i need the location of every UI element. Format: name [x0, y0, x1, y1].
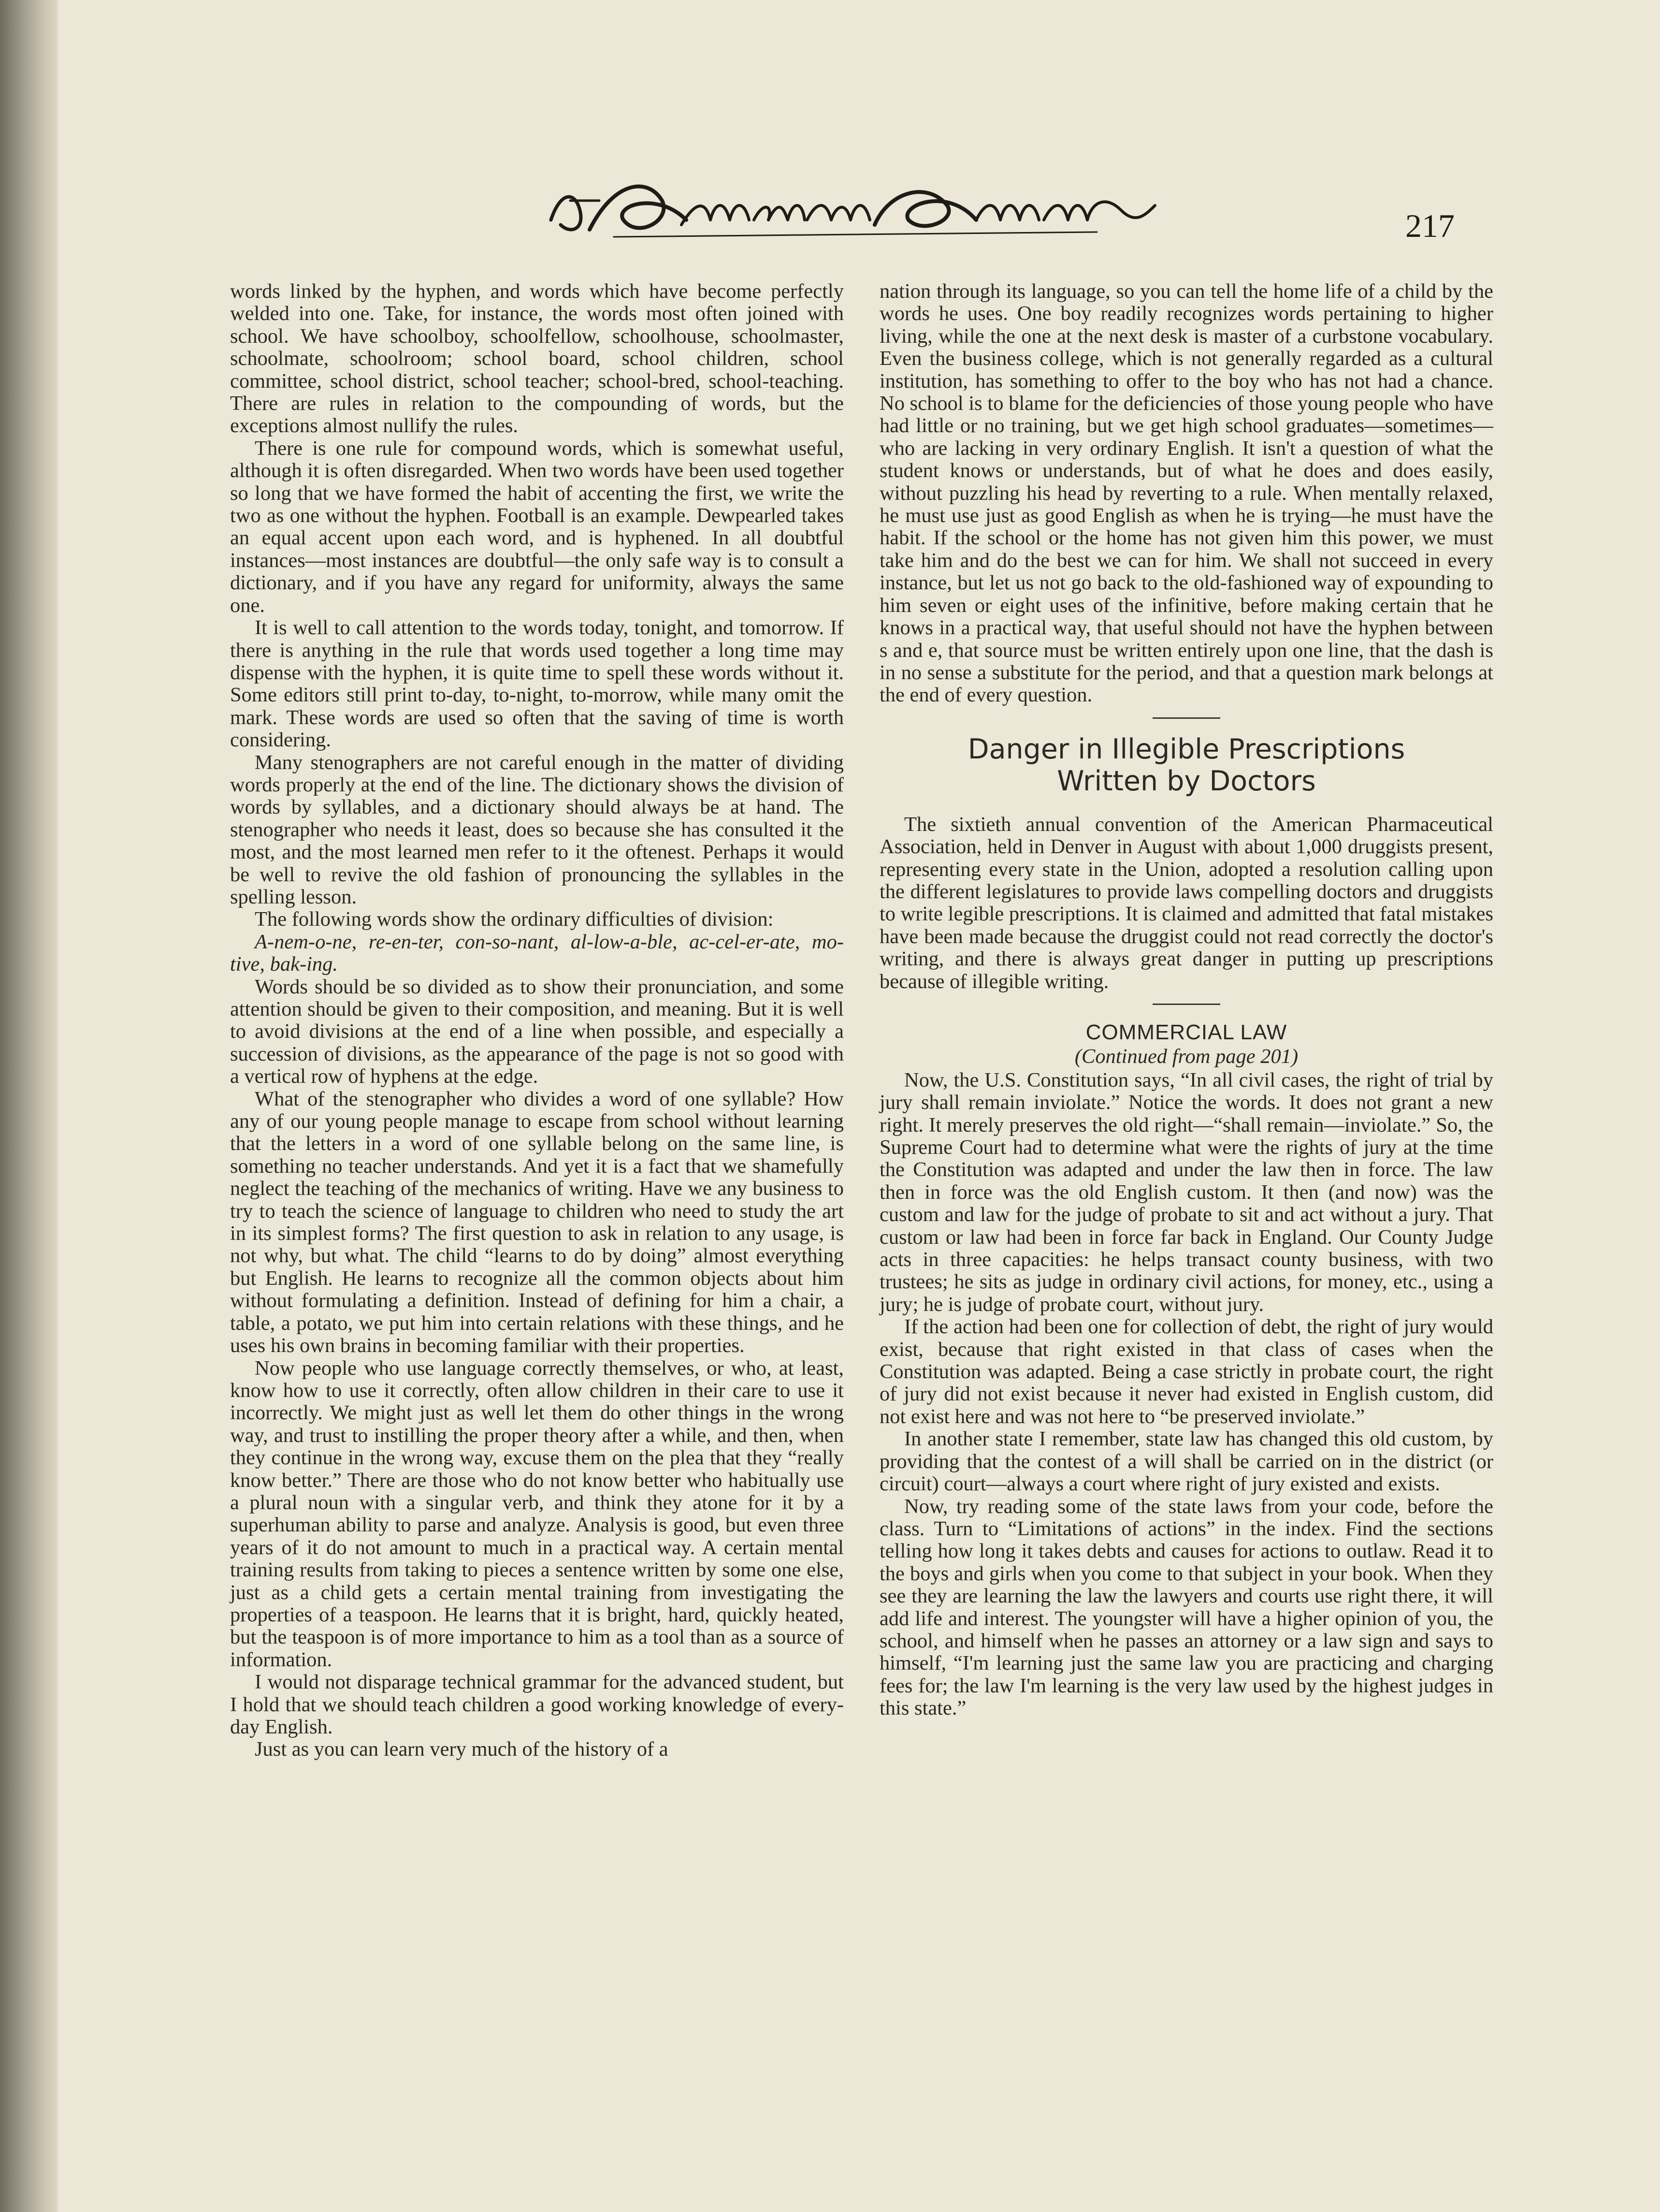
paragraph: If the action had been one for collection of debt, the right of jury would exist, because that right existed in that class of cases when the Constitution was adapted. Being a case strictly in probate court, the right of jury did not exist because it never had existed in English custom, did not exist here and was not here to “be preserved inviolate.” [880, 1315, 1493, 1428]
divider-rule [1153, 1004, 1220, 1005]
paragraph: Just as you can learn very much of the history of a [255, 1738, 668, 1761]
divider-rule [1153, 717, 1220, 719]
paragraph: Now, try reading some of the state laws from your code, before the class. Turn to “Limitations of actions” in the index. Find the sections telling how long it takes debts and causes for actions to outlaw. Read it to the boys and girls when you come to that subject in your book. When they see they are learning the law the lawyers and courts use right there, it will add life and interest. The youngster will have a higher opinion of you, the school, and himself when he passes an attorney or a law sign and says to himself, “I'm learning just the same law you are practicing and charging fees for; the law I'm learning is the very law used by the highest judges in this state.” [880, 1495, 1493, 1720]
example-words: A-nem-o-ne, re-en-ter, con-so-nant, al-low-a-ble, ac-cel-er-ate, mo-tive, bak-ing. [230, 930, 844, 976]
article-heading [880, 733, 1493, 797]
paragraph: Words should be so divided as to show their pronunciation, and some attention should be given to their composition, and meaning. But it is well to avoid divisions at the end of a line when possible, and especially a succession of divisions, as the appearance of the page is not so good with a vertical row of hyphens at the edge. [230, 975, 844, 1088]
page [58, 0, 1660, 2212]
paragraph: nation through its language, so you can tell the home life of a child by the words he uses. One boy readily recognizes words pertaining to higher living, while the one at the next desk is master of a curbstone vocabulary. Even the business college, which is not generally regarded as a cultural institution, has something to offer to the boy who has not had a chance. No school is to blame for the deficiencies of those young people who have had little or no training, but we get high school graduates—sometimes—who are lacking in very ordinary English. It isn't a question of what the student knows or understands, but of what he does and does easily, without puzzling his head by reverting to a rule. When mentally relaxed, he must use just as good English as when he is trying—he must have the habit. If the school or the home has not given him this power, we must take him and do the best we can for him. We shall not succeed in every instance, but let us not go back to the old-fashioned way of expounding to him seven or eight uses of the infinitive, before making certain that he knows in a practical way, that useful should not have the hyphen between s and e, that source must be written entirely upon one line, that the dash is in no sense a substitute for the period, and that a question mark belongs at the end of every question. [880, 280, 1493, 707]
right-column [880, 280, 1493, 1720]
paragraph: words linked by the hyphen, and words which have become perfectly welded into one. Take, for instance, the words most often joined with school. We have schoolboy, schoolfellow, schoolhouse, schoolmaster, schoolmate, schoolroom; school board, school children, school committee, school district, school teacher; school-bred, school-teaching. There are rules in relation to the compounding of words, but the exceptions almost nullify the rules. [230, 280, 844, 437]
paragraph: Many stenographers are not careful enough in the matter of dividing words properly at the end of the line. The dictionary shows the division of words by syllables, and a dictionary should always be at hand. The stenographer who needs it least, does so because she has consulted it the most, and the most learned men refer to it the oftenest. Perhaps it would be well to revive the old fashion of pronouncing the syllables in the spelling lesson. [230, 751, 844, 908]
paragraph: What of the stenographer who divides a word of one syllable? How any of our young people manage to escape from school without learning that the letters in a word of one syllable belong on the same line, is something no teacher understands. And yet it is a fact that we shamefully neglect the teaching of the mechanics of writing. Have we any business to try to teach the science of language to children who need to study the art in its simplest forms? The first question to ask in relation to any usage, is not why, but what. The child “learns to do by doing” almost everything but English. He learns to recognize all the common objects about him without formulating a definition. Instead of defining for him a chair, a table, a potato, we put him into certain relations with these things, and he uses his own brains in becoming familiar with their properties. [230, 1087, 844, 1357]
paragraph: The following words show the ordinary difficulties of division: [255, 908, 774, 931]
paragraph: I would not disparage technical grammar for the advanced student, but I hold that we should teach children a good working knowledge of every-day English. [230, 1671, 844, 1738]
left-column [230, 280, 844, 1761]
paragraph: Now, the U.S. Constitution says, “In all civil cases, the right of trial by jury shall remain inviolate.” Notice the words. It does not grant a new right. It merely preserves the old right—“shall remain—inviolate.” So, the Supreme Court had to determine what were the rights of jury at the time the Constitution was adapted and under the law then in force. The law then in force was the old English custom. It then (and now) was the custom and law for the judge of probate to sit and act without a jury. That custom or law had been in force far back in England. Our County Judge acts in three capacities: he helps transact county business, with two trustees; he sits as judge in ordinary civil actions, for money, etc., using a jury; he is judge of probate court, without jury. [880, 1068, 1493, 1316]
paragraph: There is one rule for compound words, which is somewhat useful, although it is often disregarded. When two words have been used together so long that we have formed the habit of accenting the first, we write the two as one without the hyphen. Football is an example. Dewpearled takes an equal accent upon each word, and is hyphened. In all doubtful instances—most instances are doubtful—the only safe way is to consult a dictionary, and if you have any regard for uniformity, always the same one. [230, 437, 844, 617]
paragraph: The sixtieth annual convention of the American Pharmaceutical Association, held in Denver in August with about 1,000 druggists present, representing every state in the Union, adopted a resolution calling upon the different legislatures to provide laws compelling doctors and druggists to write legible prescriptions. It is claimed and admitted that fatal mistakes have been made because the druggist could not read correctly the doctor's writing, and there is always great danger in putting up prescriptions because of illegible writing. [880, 813, 1493, 993]
paragraph: In another state I remember, state law has changed this old custom, by providing that the contest of a will shall be carried on in the district (or circuit) court—always a court where right of jury existed and exists. [880, 1427, 1493, 1496]
section-heading: COMMERCIAL LAW [1085, 1020, 1287, 1044]
masthead-logo [541, 172, 1169, 249]
paragraph: It is well to call attention to the words today, tonight, and tomorrow. If there is anything in the rule that words used together a long time may dispense with the hyphen, it is quite time to spell these words without it. Some editors still print to-day, to-night, to-morrow, while many omit the mark. These words are used so often that the saving of time is worth considering. [230, 616, 844, 752]
article-heading-line: Danger in Illegible Prescriptions [967, 733, 1405, 765]
article-heading-line: Written by Doctors [1057, 765, 1316, 797]
continued-note: (Continued from page 201) [1074, 1045, 1299, 1068]
book-spine-shadow [0, 0, 58, 2212]
page-number: 217 [1405, 207, 1455, 244]
paragraph: Now people who use language correctly themselves, or who, at least, know how to use it correctly, often allow children in their care to use it incorrectly. We might just as well let them do other things in the wrong way, and trust to instilling the proper theory after a while, and then, when they continue in the wrong way, excuse them on the plea that they “really know better.” There are those who do not know better who habitually use a plural noun with a singular verb, and think they atone for it by a superhuman ability to parse and analyze. Analysis is good, but even three years of it do not amount to much in a practical way. A certain mental training results from taking to pieces a sentence written by some one else, just as a child gets a certain mental training from investigating the properties of a teaspoon. He learns that it is bright, hard, quickly heated, but the teaspoon is of more importance to him as a tool than as a source of information. [230, 1356, 844, 1671]
